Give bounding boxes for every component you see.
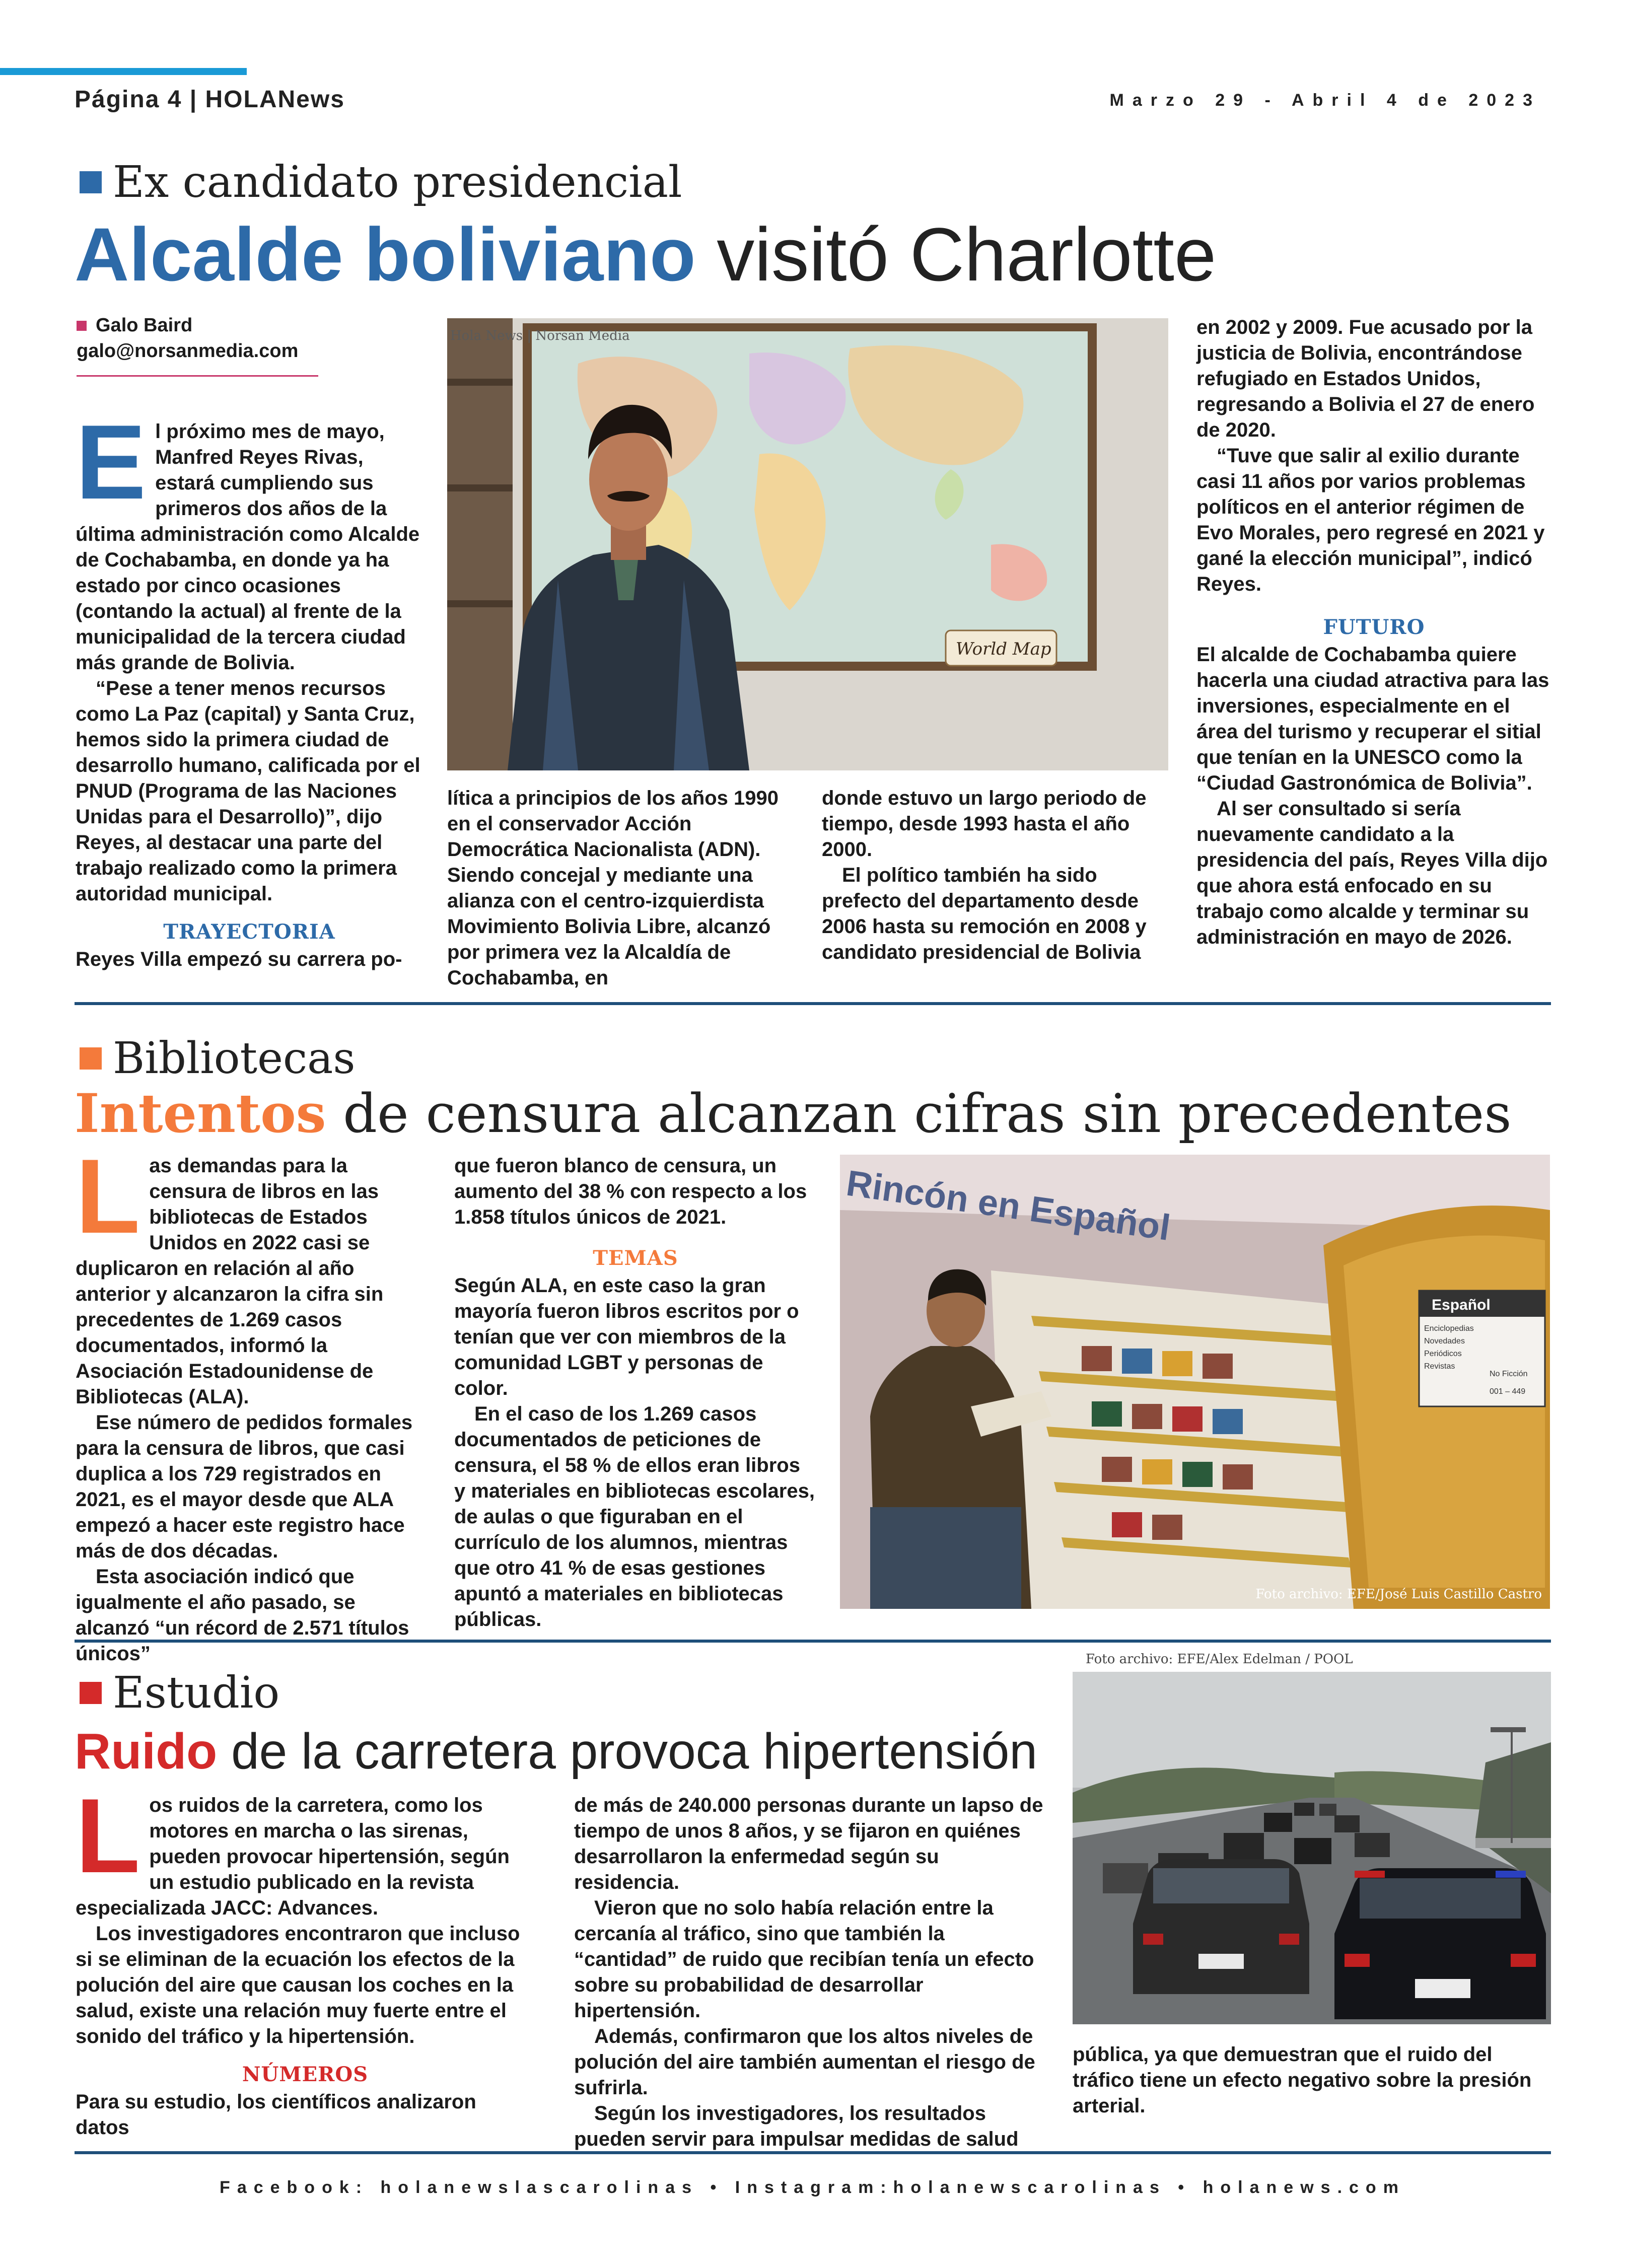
article1-column-3 xyxy=(822,786,1168,965)
article2-column-1 xyxy=(76,1137,423,1667)
shelf-item: 001 – 449 xyxy=(1490,1387,1526,1396)
paragraph: “Pese a tener menos recursos como La Paz (capital) y Santa Cruz, hemos sido la primera ciudad de desarrollo humano, calificada por el PNUD (Programa de las Naciones Unidas para el Desarrollo)”, dijo Reyes, al destacar una parte del trabajo realizado como la primera autoridad municipal. xyxy=(76,677,420,905)
kicker-text: Ex candidato presidencial xyxy=(113,157,682,207)
byline-square-icon xyxy=(77,321,87,331)
paragraph: Los investigadores encontraron que incluso si se eliminan de la ecuación los efectos de la polución del aire que causan los coches en la salud, existe una relación muy fuerte entre el sonido del tráfico y la hipertensión. xyxy=(76,1923,520,2047)
library-photo xyxy=(840,1155,1550,1609)
paragraph: pública, ya que demuestran que el ruido del tráfico tiene un efecto negativo sobre la presión arterial. xyxy=(1073,2043,1532,2117)
library-photo-illustration xyxy=(840,1155,1550,1609)
headline-bold: Intentos xyxy=(75,1082,326,1145)
paragraph: que fueron blanco de censura, un aumento del 38 % con respecto a los 1.858 títulos únicos de 2021. xyxy=(454,1155,807,1228)
article3-column-3 xyxy=(1073,2042,1551,2119)
kicker-square-icon xyxy=(80,171,102,193)
dropcap: E xyxy=(76,403,147,521)
paragraph: lítica a principios de los años 1990 en el conservador Acción Democrática Nacionalista (ADN). Siendo concejal y mediante una alianza con el centro-izquierdista Movimiento Bolivia Libre, alcanzó por primera vez la Alcaldía de Cochabamba, en xyxy=(447,787,779,989)
section-divider xyxy=(75,1002,1551,1005)
map-label: World Map xyxy=(956,639,1051,659)
article2-headline xyxy=(75,1082,1512,1145)
mayor-photo xyxy=(447,318,1168,770)
article1-headline xyxy=(75,212,1217,297)
footer-social-links: Facebook: holanewslascarolinas • Instagram:holanewscarolinas • holanews.com xyxy=(220,2178,1405,2197)
issue-date: Marzo 29 - Abril 4 de 2023 xyxy=(1109,91,1541,110)
photo-credit: Hola News | Norsan Media xyxy=(450,328,630,343)
paragraph: Ese número de pedidos formales para la censura de libros, que casi duplica a los 729 registrados en 2021, es el mayor desde que ALA empezó a hacer este registro hace más de dos décadas. xyxy=(76,1411,413,1562)
shelf-item: No Ficción xyxy=(1490,1370,1528,1378)
paragraph: Reyes Villa empezó su carrera po- xyxy=(76,948,402,970)
headline-bold: Alcalde boliviano xyxy=(75,212,696,297)
author-name: Galo Baird xyxy=(96,315,193,336)
byline-rule xyxy=(77,375,318,377)
paragraph: Además, confirmaron que los altos niveles de polución del aire también aumentan el riesgo de sufrirla. xyxy=(574,2025,1035,2099)
article1-column-4 xyxy=(1196,315,1551,950)
paragraph: Vieron que no solo había relación entre la cercanía al tráfico, sino que también la “cantidad” de ruido que recibían tenía un efecto sobre su probabilidad de desarrollar hipertensión. xyxy=(574,1897,1034,2022)
section-divider xyxy=(75,2151,1551,2154)
paragraph: Para su estudio, los científicos analizaron datos xyxy=(76,2091,476,2139)
dropcap: L xyxy=(76,1137,140,1255)
paragraph: Según los investigadores, los resultados pueden servir para impulsar medidas de salud xyxy=(574,2102,1019,2150)
headline-rest: visitó Charlotte xyxy=(717,212,1217,297)
sign-rincon-en-espanol: Rincón en Español xyxy=(843,1163,1173,1249)
shelf-item: Revistas xyxy=(1424,1362,1455,1371)
paragraph: donde estuvo un largo periodo de tiempo, desde 1993 hasta el año 2000. xyxy=(822,787,1147,861)
traffic-photo xyxy=(1073,1672,1551,2024)
dropcap: L xyxy=(76,1777,140,1895)
mayor-photo-illustration xyxy=(447,318,1168,770)
paragraph: Esta asociación indicó que igualmente el año pasado, se alcanzó “un récord de 2.571 títulos únicos” xyxy=(76,1566,409,1665)
byline xyxy=(77,315,318,377)
page-label: Página 4 | HOLANews xyxy=(75,86,345,113)
paragraph: El alcalde de Cochabamba quiere hacerla una ciudad atractiva para las inversiones, especialmente en el área del turismo y recuperar el sitial que tenían en la UNESCO como la “Ciudad Gastronómica de Bolivia”. xyxy=(1196,644,1549,794)
subhead-futuro: FUTURO xyxy=(1323,615,1425,639)
article3-kicker xyxy=(80,1668,279,1718)
kicker-square-icon xyxy=(80,1682,102,1704)
headline-bold: Ruido xyxy=(75,1723,218,1780)
paragraph: de más de 240.000 personas durante un lapso de tiempo de unos 8 años, y se fijaron en quiénes desarrollaron la enfermedad según su residencia. xyxy=(574,1794,1043,1893)
author-email[interactable]: galo@norsanmedia.com xyxy=(77,340,299,362)
paragraph: El político también ha sido prefecto del departamento desde 2006 hasta su remoción en 2008 y candidato presidencial de Bolivia xyxy=(822,864,1147,963)
shelf-item: Periódicos xyxy=(1424,1350,1462,1358)
paragraph: Al ser consultado si sería nuevamente candidato a la presidencia del país, Reyes Villa dijo que ahora está enfocado en su trabajo como alcalde y terminar su administración en mayo de 2026. xyxy=(1196,798,1548,948)
paragraph: os ruidos de la carretera, como los motores en marcha o las sirenas, pueden provocar hipertensión, según un estudio publicado en la revista especializada JACC: Advances. xyxy=(76,1794,510,1919)
paragraph: “Tuve que salir al exilio durante casi 11 años por varios problemas políticos en el anterior régimen de Evo Morales, pero regresé en 2021 y gané la elección municipal”, indicó Reyes. xyxy=(1196,445,1545,595)
shelf-item: Novedades xyxy=(1424,1337,1465,1345)
article3-headline xyxy=(75,1723,1037,1780)
article2-column-2 xyxy=(454,1153,817,1633)
photo-credit: Foto archivo: EFE/José Luis Castillo Castro xyxy=(1255,1587,1542,1602)
paragraph: l próximo mes de mayo, Manfred Reyes Rivas, estará cumpliendo sus primeros dos años de la última administración como Alcalde de Cochabamba, en donde ya ha estado por cinco ocasiones (contando la actual) al frente de la municipalidad de la tercera ciudad más grande de Bolivia. xyxy=(76,420,420,674)
headline-rest: de censura alcanzan cifras sin precedentes xyxy=(343,1083,1512,1145)
subhead-trayectoria: TRAYECTORIA xyxy=(163,920,335,944)
paragraph: as demandas para la censura de libros en las bibliotecas de Estados Unidos en 2022 casi se duplicaron en relación al año anterior y alcanzaron la cifra sin precedentes de 1.269 casos documentados, informó la Asociación Estadounidense de Bibliotecas (ALA). xyxy=(76,1155,384,1408)
kicker-text: Estudio xyxy=(113,1668,280,1718)
article3-column-1 xyxy=(76,1777,535,2141)
traffic-photo-illustration xyxy=(1073,1672,1551,2024)
article2-kicker xyxy=(80,1033,356,1084)
subhead-numeros: NÚMEROS xyxy=(242,2063,369,2086)
shelf-item: Enciclopedias xyxy=(1424,1324,1474,1333)
kicker-text: Bibliotecas xyxy=(113,1033,356,1084)
article3-column-2 xyxy=(574,1793,1045,2152)
kicker-square-icon xyxy=(80,1047,102,1070)
paragraph: en 2002 y 2009. Fue acusado por la justicia de Bolivia, encontrándose refugiado en Estados Unidos, regresando a Bolivia el 27 de enero de 2020. xyxy=(1196,316,1535,441)
top-accent-bar xyxy=(0,68,247,75)
article1-kicker xyxy=(80,157,682,207)
photo-credit: Foto archivo: EFE/Alex Edelman / POOL xyxy=(1086,1652,1353,1667)
headline-rest: de la carretera provoca hipertensión xyxy=(231,1723,1037,1780)
subhead-temas: TEMAS xyxy=(593,1246,678,1270)
article1-column-1 xyxy=(76,403,423,972)
section-divider xyxy=(75,1640,1551,1643)
article1-column-2 xyxy=(447,786,800,991)
paragraph: En el caso de los 1.269 casos documentados de peticiones de censura, el 58 % de ellos eran libros y materiales en bibliotecas escolares, de aulas o que figuraban en el currículo de los alumnos, mientras que otro 41 % de esas gestiones apuntó a materiales en bibliotecas públicas. xyxy=(454,1403,815,1631)
shelf-sign-title: Español xyxy=(1432,1297,1491,1313)
paragraph: Según ALA, en este caso la gran mayoría fueron libros escritos por o tenían que ver con miembros de la comunidad LGBT y personas de color. xyxy=(454,1274,799,1399)
